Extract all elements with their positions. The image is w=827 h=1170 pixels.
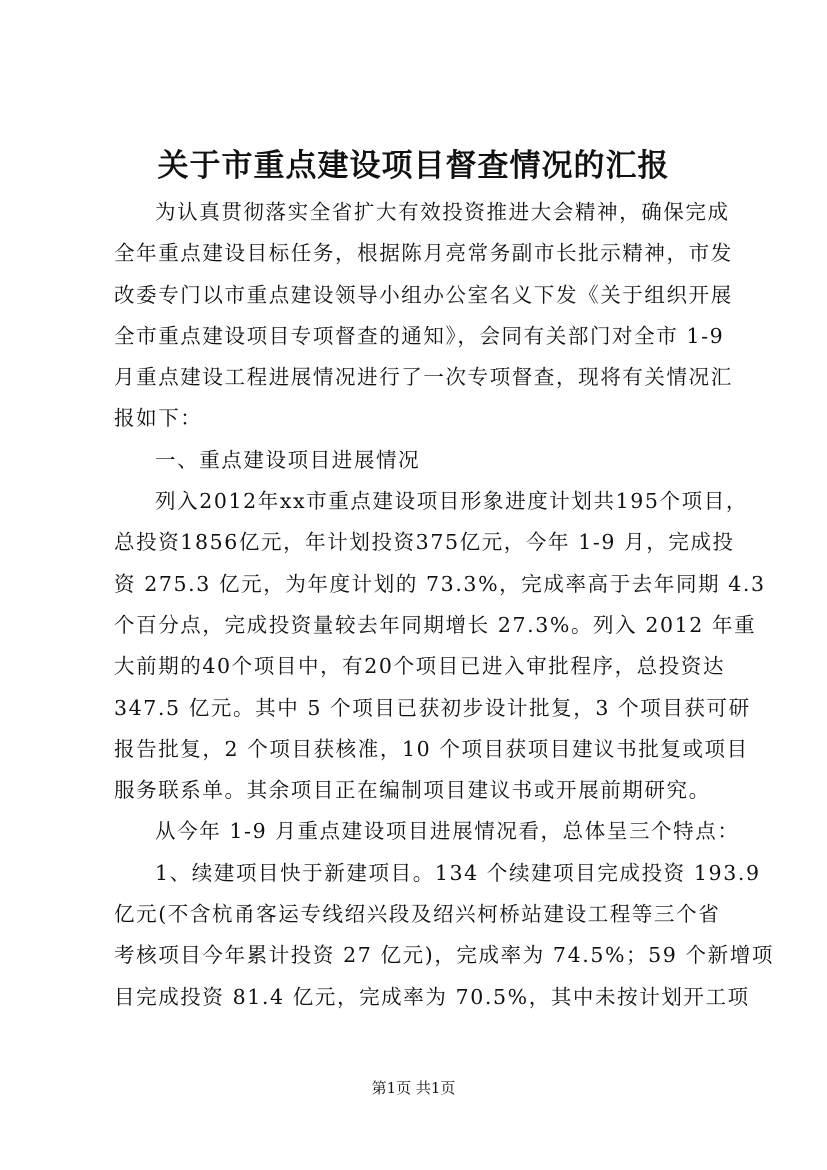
paragraph-line: 资 275.3 亿元，为年度计划的 73.3%，完成率高于去年同期 4.3 — [114, 571, 766, 596]
paragraph-line: 改委专门以市重点建设领导小组办公室名义下发《关于组织开展 — [114, 282, 733, 307]
paragraph-line: 总投资1856亿元，年计划投资375亿元，今年 1-9 月，完成投 — [114, 530, 735, 555]
paragraph-line: 全年重点建设目标任务，根据陈月亮常务副市长批示精神，市发 — [114, 241, 733, 266]
paragraph-line: 1、续建项目快于新建项目。134 个续建项目完成投资 193.9 — [155, 860, 761, 885]
paragraph-line: 亿元(不含杭甬客运专线绍兴段及绍兴柯桥站建设工程等三个省 — [114, 902, 721, 927]
paragraph-line: 月重点建设工程进展情况进行了一次专项督查，现将有关情况汇 — [114, 365, 733, 390]
document-title: 关于市重点建设项目督查情况的汇报 — [157, 148, 670, 184]
paragraph-line: 大前期的40个项目中，有20个项目已进入审批程序，总投资达 — [114, 654, 726, 679]
paragraph-line: 目完成投资 81.4 亿元，完成率为 70.5%，其中未按计划开工项 — [114, 984, 750, 1009]
paragraph-line: 全市重点建设项目专项督查的通知》，会同有关部门对全市 1-9 — [114, 323, 725, 348]
paragraph-line: 考核项目今年累计投资 27 亿元)，完成率为 74.5%；59 个新增项 — [114, 943, 774, 968]
paragraph-line: 从今年 1-9 月重点建设项目进展情况看，总体呈三个特点： — [155, 819, 740, 844]
paragraph-line: 个百分点，完成投资量较去年同期增长 27.3%。列入 2012 年重 — [114, 612, 757, 637]
paragraph-line: 347.5 亿元。其中 5 个项目已获初步设计批复，3 个项目获可研 — [114, 695, 751, 720]
paragraph-line: 为认真贯彻落实全省扩大有效投资推进大会精神，确保完成 — [155, 200, 730, 224]
paragraph-line: 服务联系单。其余项目正在编制项目建议书或开展前期研究。 — [114, 778, 711, 803]
paragraph-line: 报如下： — [114, 406, 203, 431]
section-heading: 一、重点建设项目进展情况 — [155, 447, 421, 472]
paragraph-line: 列入2012年xx市重点建设项目形象进度计划共195个项目， — [155, 489, 748, 514]
document-body — [114, 192, 774, 1018]
page-number-footer: 第1页 共1页 — [371, 1079, 456, 1097]
paragraph-line: 报告批复，2 个项目获核准，10 个项目获项目建议书批复或项目 — [114, 736, 749, 761]
